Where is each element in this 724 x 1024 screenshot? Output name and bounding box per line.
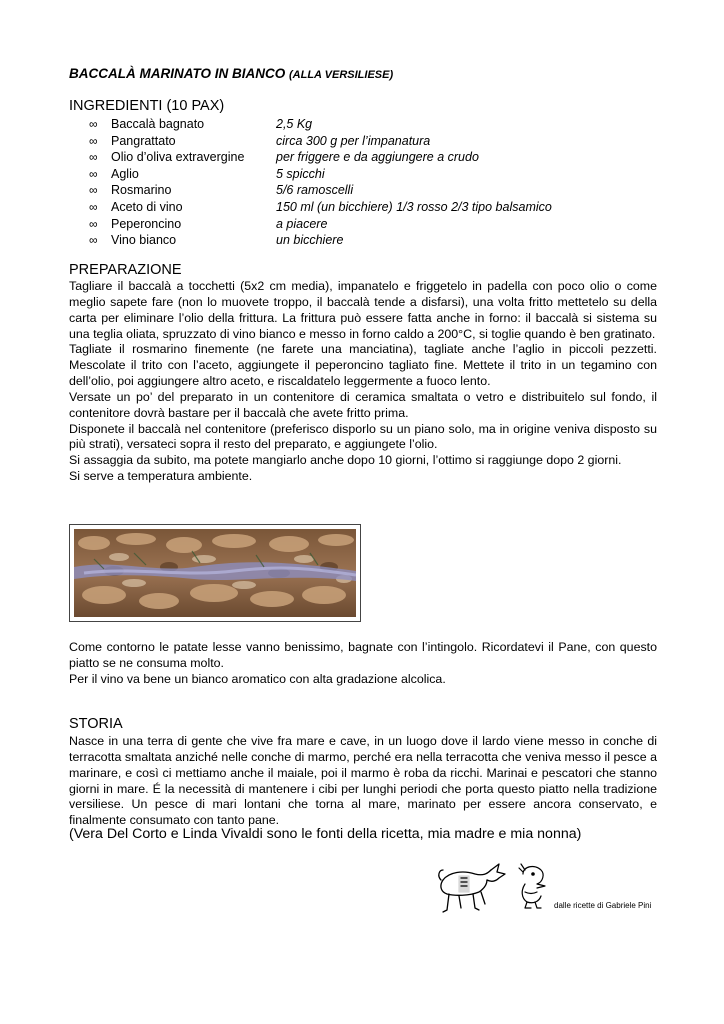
ingredient-name: Baccalà bagnato [111, 117, 205, 131]
serving-paragraph: Come contorno le patate lesse vanno benissimo, bagnate con l’intingolo. Ricordatevi il Pane, con questo piatto se ne consuma molto. [69, 640, 657, 670]
ingredient-name: Rosmarino [111, 183, 172, 198]
preparation-paragraph: Versate un po’ del preparato in un contenitore di ceramica smaltata o vetro e distribuitelo sul fondo, il contenitore dovrà bastare per il baccalà che avete fritto prima. [69, 389, 657, 420]
infinity-bullet-icon: ∞ [89, 133, 98, 148]
serving-paragraph: Per il vino va bene un bianco aromatico con alta gradazione alcolica. [69, 671, 446, 686]
ingredient-name: Vino bianco [111, 233, 177, 248]
history-heading: STORIA [69, 716, 123, 732]
recipe-title [69, 66, 393, 81]
ingredient-qty: circa 300 g per l’impanatura [276, 133, 431, 148]
infinity-bullet-icon: ∞ [89, 216, 98, 231]
ingredients-heading: INGREDIENTI (10 PAX) [69, 98, 225, 114]
serving-text [69, 640, 657, 688]
infinity-bullet-icon: ∞ [89, 117, 98, 131]
infinity-bullet-icon: ∞ [89, 233, 98, 248]
infinity-bullet-icon: ∞ [89, 166, 98, 181]
ingredient-name: Aceto di vino [111, 199, 183, 214]
ingredient-qty: un bicchiere [276, 233, 344, 248]
ingredient-qty: 150 ml (un bicchiere) 1/3 rosso 2/3 tipo balsamico [276, 199, 552, 214]
infinity-bullet-icon: ∞ [89, 183, 98, 198]
history-text [69, 734, 657, 829]
preparation-paragraph: Si assaggia da subito, ma potete mangiarlo anche dopo 10 giorni, l’ottimo si raggiunge dopo 2 giorni. [69, 453, 622, 468]
preparation-paragraph: Tagliare il baccalà a tocchetti (5x2 cm media), impanatelo e friggetelo in padella con poco olio o come meglio sapete fare (non lo muovete troppo, il baccalà tende a disfarsi), una volta fritto mettetelo su della carta per eliminare l’olio della frittura. La frittura può essere fatta anche in forno: il baccalà si sistema su una teglia oliata, spruzzato di vino bianco e messo in forno caldo a 200°C, si toglie quando è ben gratinato. [69, 279, 657, 341]
infinity-bullet-icon: ∞ [89, 150, 98, 165]
title-main: BACCALÀ MARINATO IN BIANCO [69, 66, 286, 81]
history-paragraph: Nasce in una terra di gente che vive fra mare e cave, in un luogo dove il lardo viene messo in conche di terracotta smaltata anziché nelle conche di marmo, perché era nella terracotta che veniva messo il pesce a marinare, e così ci mettiamo anche il maiale, poi il marmo è roba da ricchi. Marinai e pescatori che stanno giorni in mare. É la necessità di mantenere i cibi per lunghi periodi che porta questo piatto nella tradizione versiliese. Un pesce di mari lontani che torna al mare, marinato per essere ancora conservato, e finalmente consumato con tanto pane. [69, 734, 657, 828]
ingredient-name: Aglio [111, 166, 139, 181]
ingredient-qty: 5/6 ramoscelli [276, 183, 354, 198]
ingredient-qty: 5 spicchi [276, 166, 325, 181]
title-subtitle: (ALLA VERSILIESE) [289, 69, 394, 81]
goat-sketch-icon [435, 858, 513, 918]
recipe-sources: (Vera Del Corto e Linda Vivaldi sono le fonti della ricetta, mia madre e mia nonna) [69, 826, 582, 842]
preparation-heading: PREPARAZIONE [69, 262, 182, 278]
ingredient-qty: 2,5 Kg [276, 117, 313, 131]
preparation-paragraph: Si serve a temperatura ambiente. [69, 469, 253, 484]
bird-sketch-icon [515, 862, 553, 912]
ingredient-qty: a piacere [276, 216, 328, 231]
credit-text: dalle ricette di Gabriele Pini [554, 901, 652, 910]
dish-photo [69, 524, 361, 622]
ingredient-name: Peperoncino [111, 216, 182, 231]
preparation-paragraph: Disponete il baccalà nel contenitore (preferisco disporlo su un piano solo, ma in origine veniva disposto su più strati), versateci sopra il resto del preparato, e aggiungete l’olio. [69, 421, 657, 452]
ingredient-qty: per friggere e da aggiungere a crudo [276, 150, 479, 165]
infinity-bullet-icon: ∞ [89, 199, 98, 214]
ingredient-name: Olio d’oliva extravergine [111, 150, 245, 165]
ingredient-name: Pangrattato [111, 133, 176, 148]
preparation-text [69, 279, 657, 485]
dish-photo-image [74, 529, 356, 617]
preparation-paragraph: Tagliate il rosmarino finemente (ne farete una manciatina), tagliate anche l’aglio in piccoli pezzetti. Mescolate il trito con l’aceto, aggiungete il peperoncino tagliato fine. Mettete il trito in un tegamino con dell’olio, poi aggiungere altro aceto, e riscaldatelo leggermente a fuoco lento. [69, 342, 657, 389]
